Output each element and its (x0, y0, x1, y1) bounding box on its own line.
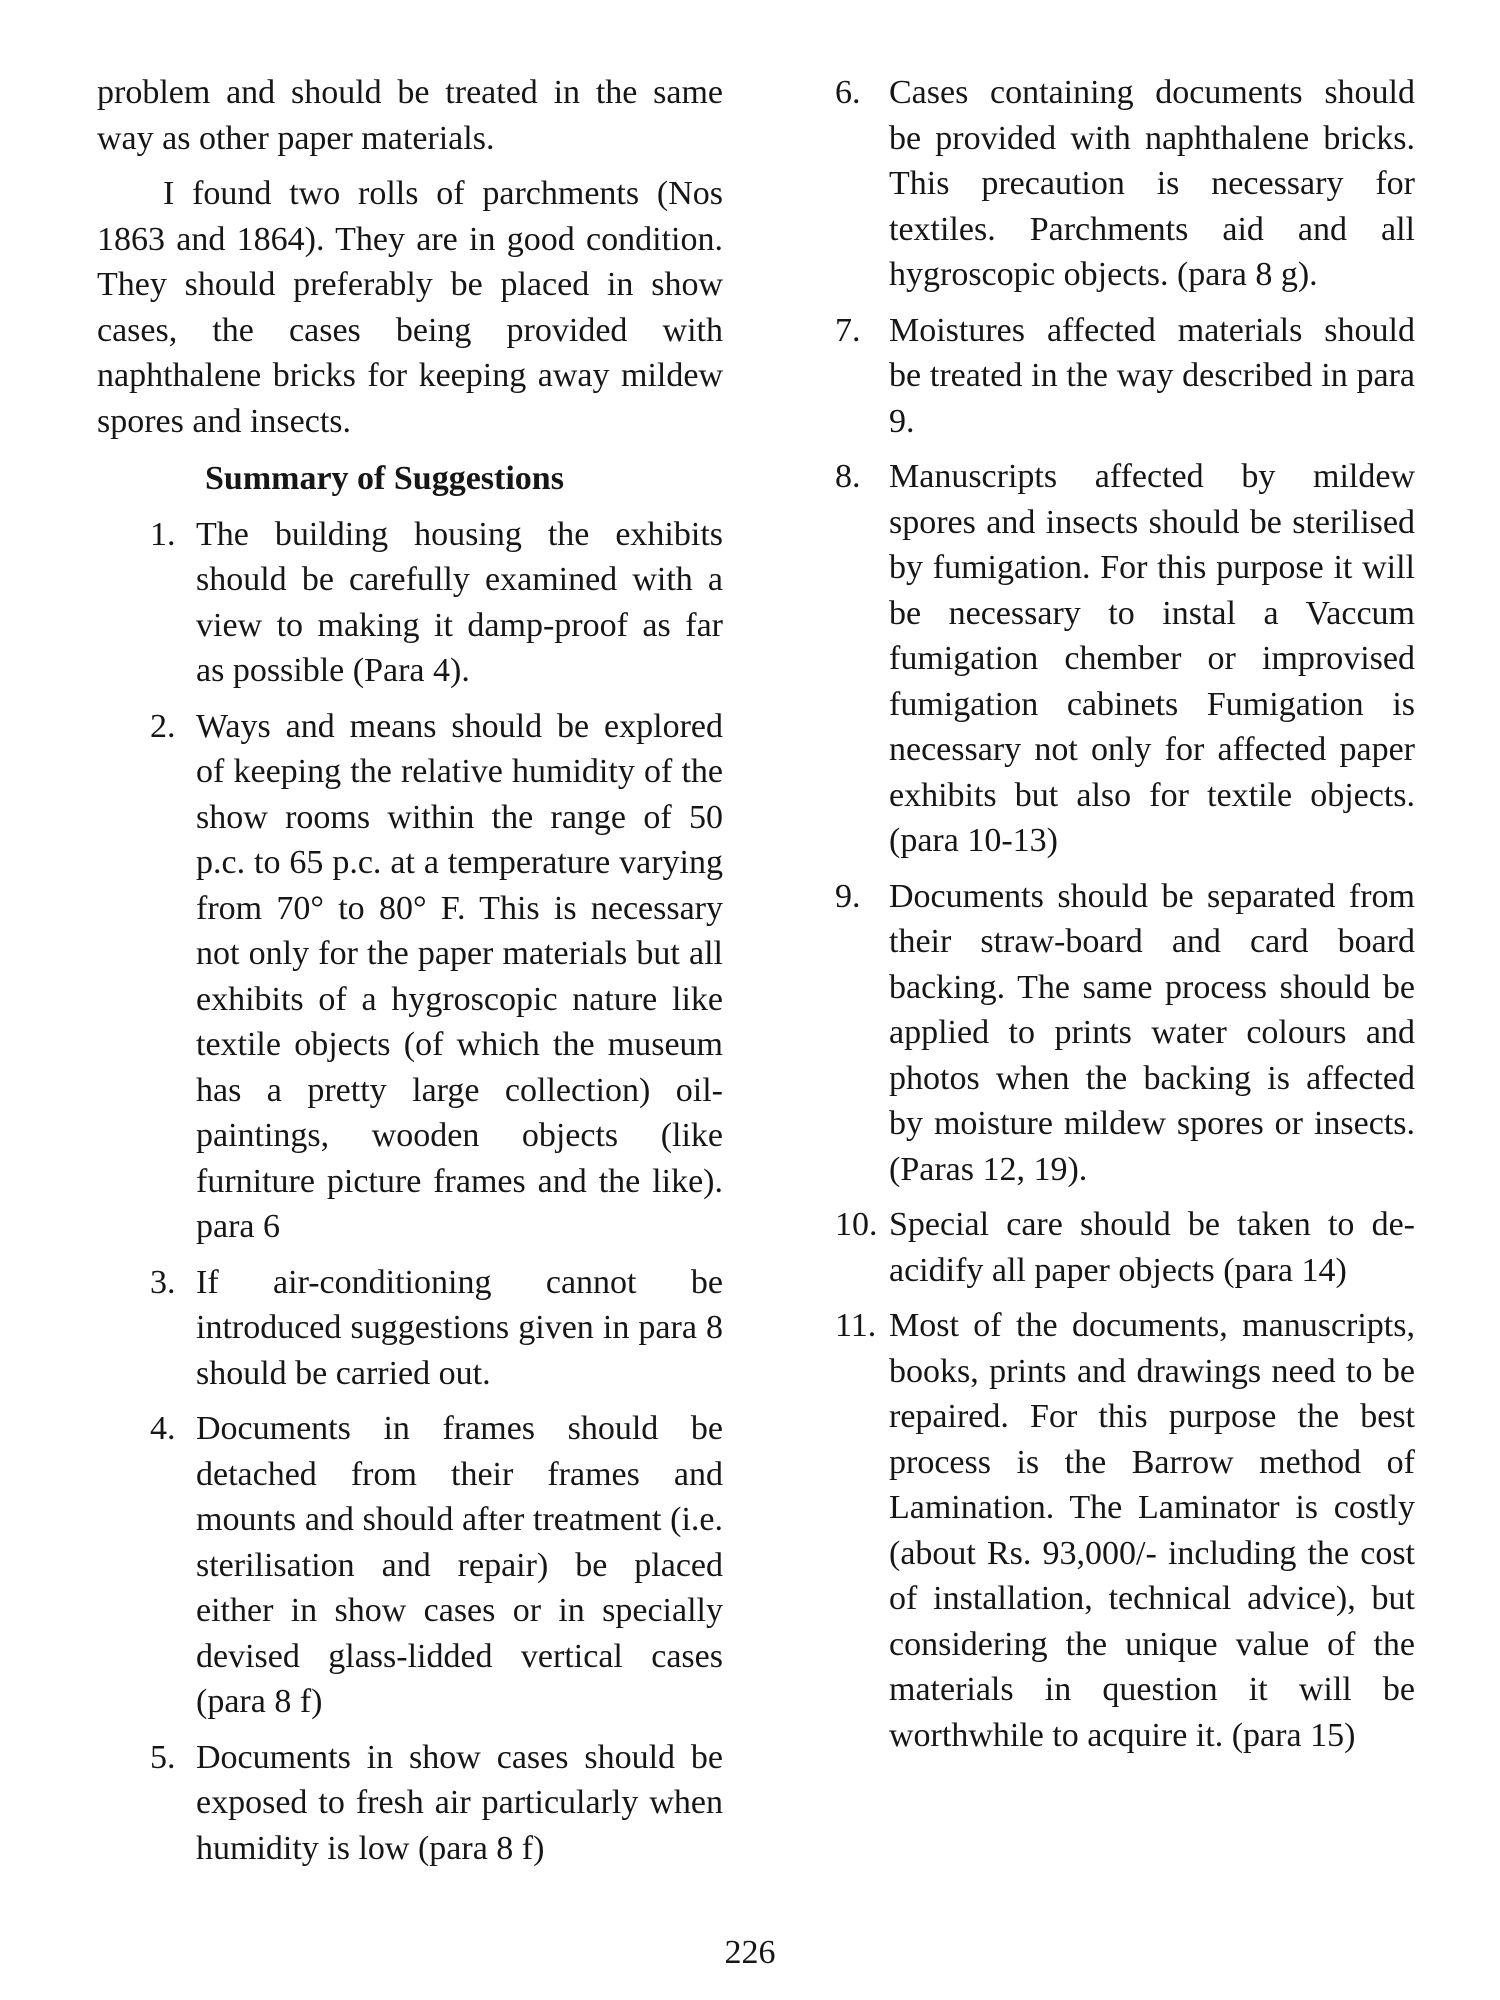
suggestion-item-2 (97, 704, 723, 1250)
suggestion-item-7 (835, 308, 1415, 445)
item-text: The building housing the exhibits should be carefully examined with a view to making it damp-proof as far as possible (Para 4). (196, 515, 723, 689)
item-text: Documents in show cases should be exposed to fresh air particularly when humidity is low (para 8 f) (196, 1738, 723, 1867)
item-number: 11. (835, 1307, 877, 1344)
suggestion-item-6 (835, 70, 1415, 298)
item-number: 9. (835, 877, 861, 915)
suggestion-item-1 (97, 512, 723, 694)
item-text: Documents in frames should be detached from their frames and mounts and should after treatment (i.e. sterilisation and repair) be placed either in show cases or in specially devised glass-lidded vertical cases (para 8 f) (196, 1410, 723, 1720)
suggestion-item-3 (97, 1260, 723, 1397)
item-number: 10. (835, 1206, 878, 1243)
suggestion-item-10 (835, 1202, 1415, 1293)
item-text: If air-conditioning cannot be introduced suggestions given in para 8 should be carried out. (196, 1263, 723, 1392)
item-number: 5. (150, 1738, 176, 1776)
item-text: Ways and means should be explored of keeping the relative humidity of the show rooms within the range of 50 p.c. to 65 p.c. at a temperature varying from 70° to 80° F. This is necessary not only for the paper materials but all exhibits of a hygroscopic nature like textile objects (of which the museum has a pretty large collection) oil-paintings, wooden objects (like furniture picture frames and the like). para 6 (196, 707, 723, 1245)
item-text: Moistures affected materials should be treated in the way described in para 9. (889, 311, 1415, 440)
suggestion-item-5 (97, 1735, 723, 1872)
item-text: Manuscripts affected by mildew spores and insects should be sterilised by fumigation. For this purpose it will be necessary to instal a Vaccum fumigation chember or improvised fumigation cabinets Fumigation is necessary not only for affected paper exhibits but also for textile objects. (para 10-13) (889, 458, 1415, 859)
item-number: 6. (835, 74, 861, 111)
continuation-paragraph: problem and should be treated in the same way as other paper materials. (97, 74, 723, 157)
suggestion-item-4 (97, 1406, 723, 1725)
summary-heading: Summary of Suggestions (205, 460, 564, 497)
suggestion-item-9 (835, 874, 1415, 1193)
item-text: Most of the documents, manuscripts, books, prints and drawings need to be repaired. For this purpose the best process is the Barrow method of Lamination. The Laminator is costly (about Rs. 93,000/- including the cost of installation, technical advice), but considering the unique value of the materials in question it will be worthwhile to acquire it. (para 15) (889, 1307, 1415, 1754)
right-column (835, 70, 1415, 1758)
suggestion-item-11 (835, 1303, 1415, 1758)
item-number: 1. (150, 515, 176, 553)
parchments-paragraph: I found two rolls of parchments (Nos 1863 and 1864). They are in good condition. They should preferably be placed in show cases, the cases being provided with naphthalene bricks for keeping away mildew spores and insects. (97, 175, 723, 440)
item-number: 3. (150, 1263, 176, 1301)
suggestion-item-8 (835, 454, 1415, 864)
item-number: 2. (150, 707, 176, 745)
item-number: 8. (835, 458, 861, 495)
left-column (97, 70, 723, 1871)
item-text: Special care should be taken to de-acidify all paper objects (para 14) (889, 1206, 1415, 1289)
item-number: 4. (150, 1410, 176, 1447)
page-number: 226 (724, 1934, 776, 1971)
item-text: Cases containing documents should be provided with naphthalene bricks. This precaution is necessary for textiles. Parchments aid and all hygroscopic objects. (para 8 g). (889, 74, 1415, 293)
item-text: Documents should be separated from their straw-board and card board backing. The same process should be applied to prints water colours and photos when the backing is affected by moisture mildew spores or insects. (Paras 12, 19). (889, 877, 1415, 1188)
item-number: 7. (835, 311, 861, 349)
